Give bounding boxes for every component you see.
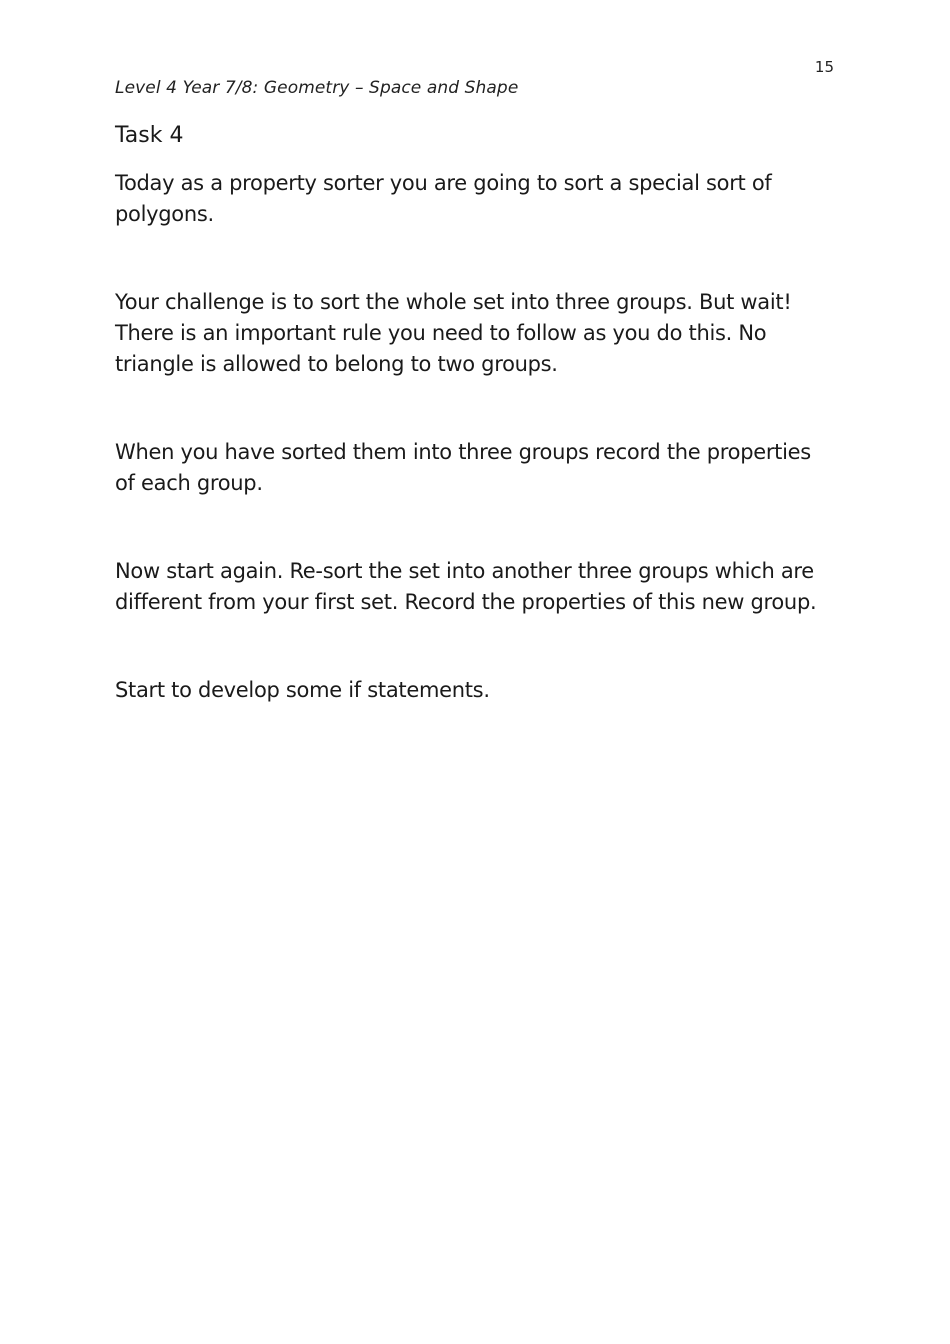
task-heading: Task 4 (115, 123, 184, 148)
task-intro-paragraph: Today as a property sorter you are going to sort a special sort of polygons. (115, 171, 772, 226)
record-properties-paragraph: When you have sorted them into three groups record the properties of each group. (115, 440, 811, 495)
running-header-title: Level 4 Year 7/8: Geometry – Space and Shape (115, 78, 519, 98)
if-statements-paragraph: Start to develop some if statements. (115, 678, 490, 702)
task-content (115, 121, 835, 763)
challenge-paragraph: Your challenge is to sort the whole set into three groups. But wait! There is an important rule you need to follow as you do this. No triangle is allowed to belong to two groups. (115, 290, 792, 376)
resort-paragraph: Now start again. Re-sort the set into another three groups which are different from your first set. Record the properties of this new group. (115, 559, 817, 614)
page-number: 15 (814, 58, 834, 76)
